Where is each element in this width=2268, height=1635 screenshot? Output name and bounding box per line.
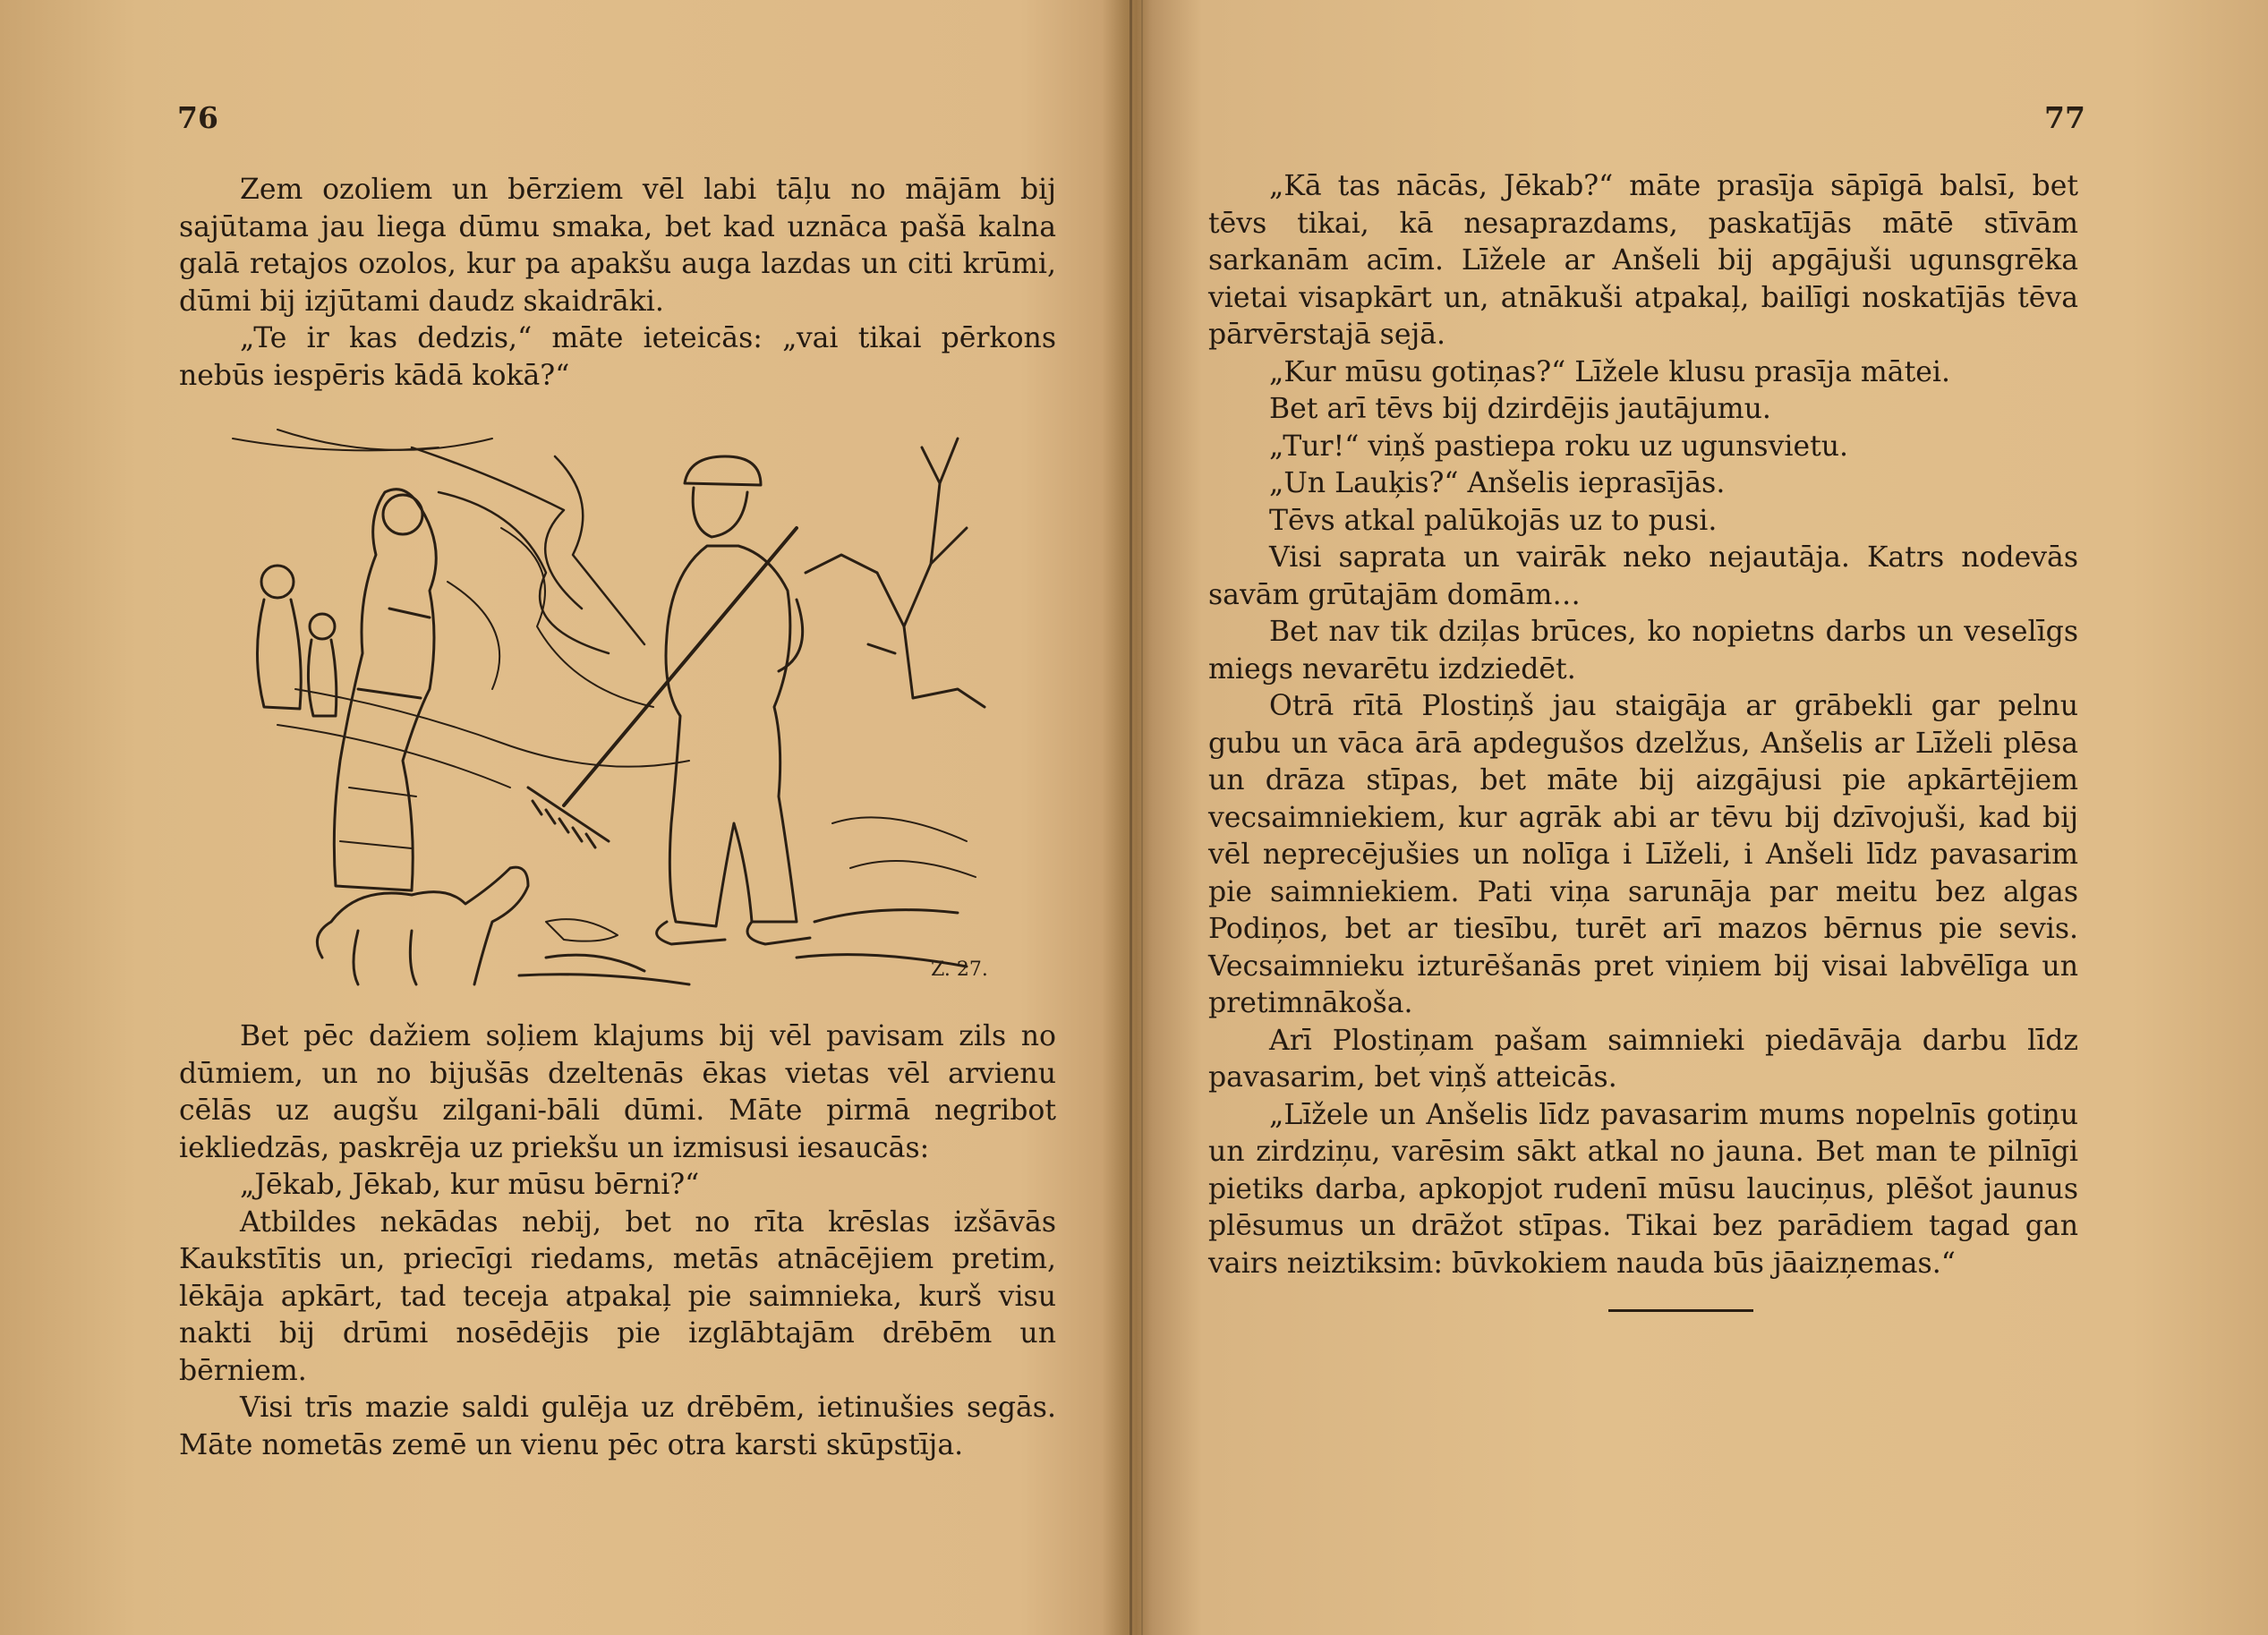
- right-text: [1208, 168, 2078, 1282]
- left-text-bottom: [179, 1018, 1056, 1464]
- paragraph: „Kā tas nācās, Jēkab?“ māte prasīja sāpīgā balsī, bet tēvs tikai, kā nesaprazdams, paskatījās mātē stīvām sarkanām acīm. Līžele ar Anšeli bij apgājuši ugunsgrēka vietai visapkārt un, atnākuši atpakaļ, bailīgi noskatījās tēva pārvērstajā sejā.: [1208, 170, 2078, 351]
- illustration-signature: Z. 27.: [931, 958, 988, 981]
- book-spine-shadow: [1141, 0, 1143, 1635]
- paragraph: „Te ir kas dedzis,“ māte ieteicās: „vai tikai pērkons nebūs iespēris kādā kokā?“: [179, 322, 1056, 392]
- paragraph: Bet nav tik dziļas brūces, ko nopietns darbs un veselīgs miegs nevarētu izdziedēt.: [1208, 616, 2078, 686]
- paragraph: Bet pēc dažiem soļiem klajums bij vēl pavisam zils no dūmiem, un no bijušās dzeltenās ēkas vietas vēl arvienu cēlās uz augšu zilgani-bāli dūmi. Māte pirmā negribot iekliedzās, paskrēja uz priekšu un izmisusi iesaucās:: [179, 1020, 1056, 1164]
- paragraph: Atbildes nekādas nebij, bet no rīta krēslas izšāvās Kaukstītis un, priecīgi riedams, metās atnācējiem pretim, lēkāja apkārt, tad teceja atpakaļ pie saimnieka, kurš visu nakti bij drūmi nosēdējis pie izglābtajām drēbēm un bērniem.: [179, 1205, 1056, 1387]
- paragraph: „Jēkab, Jēkab, kur mūsu bērni?“: [240, 1169, 700, 1201]
- paragraph: „Līžele un Anšelis līdz pavasarim mums nopelnīs gotiņu un zirdziņu, varēsim sākt atkal no jauna. Bet man te pilnīgi pietiks darba, apkopjot rudenī mūsu lauciņus, plēšot jaunus plēsumus un drāžot stīpas. Tikai bez parādiem tagad gan vairs neiztiksim: būvkokiem nauda būs jāaizņemas.“: [1208, 1098, 2078, 1280]
- page-number-left: 76: [177, 100, 218, 135]
- illustration-family-at-burned-farm: [224, 421, 1011, 993]
- paragraph: Arī Plostiņam pašam saimnieki piedāvāja darbu līdz pavasarim, bet viņš atteicās.: [1208, 1024, 2078, 1094]
- left-text-top: [179, 172, 1056, 395]
- paragraph: „Kur mūsu gotiņas?“ Līžele klusu prasīja mātei.: [1269, 355, 1950, 388]
- page-number-right: 77: [2044, 100, 2085, 135]
- paragraph: Visi trīs mazie saldi gulēja uz drēbēm, ietinušies segās. Māte nometās zemē un vienu pēc otra karsti skūpstīja.: [179, 1392, 1056, 1461]
- chapter-end-rule: [1608, 1309, 1753, 1312]
- paragraph: Otrā rītā Plostiņš jau staigāja ar grābekli gar pelnu gubu un vāca ārā apdegušos dzelžus, Anšelis ar Līželi plēsa un drāza stīpas, bet māte bij aizgājusi pie apkārtējiem vecsaimniekiem, kur agrāk abi ar tēvu bij dzīvojuši, kad bij vēl neprecējušies un nolīga i Līželi, i Anšeli līdz pavasarim pie saimniekiem. Pati viņa sarunāja par meitu bez algas Podiņos, bet ar tiesību, turēt arī mazos bērnus pie sevis. Vecsaimnieku izturēšanās pret viņiem bij visai labvēlīga un pretimnākoša.: [1208, 690, 2078, 1019]
- paragraph: „Tur!“ viņš pastiepa roku uz ugunsvietu.: [1269, 430, 1849, 463]
- paragraph: Bet arī tēvs bij dzirdējis jautājumu.: [1269, 393, 1771, 425]
- book-spine: [1130, 0, 1132, 1635]
- paragraph: Visi saprata un vairāk neko nejautāja. Katrs nodevās savām grūtajām domām…: [1208, 541, 2078, 611]
- paragraph: Tēvs atkal palūkojās uz to pusi.: [1269, 504, 1718, 537]
- paragraph: „Un Lauķis?“ Anšelis ieprasījās.: [1269, 467, 1726, 499]
- paragraph: Zem ozoliem un bērziem vēl labi tāļu no mājām bij sajūtama jau liega dūmu smaka, bet kad uznāca pašā kalna galā retajos ozolos, kur pa apakšu auga lazdas un citi krūmi, dūmi bij izjūtami daudz skaidrāki.: [179, 174, 1056, 318]
